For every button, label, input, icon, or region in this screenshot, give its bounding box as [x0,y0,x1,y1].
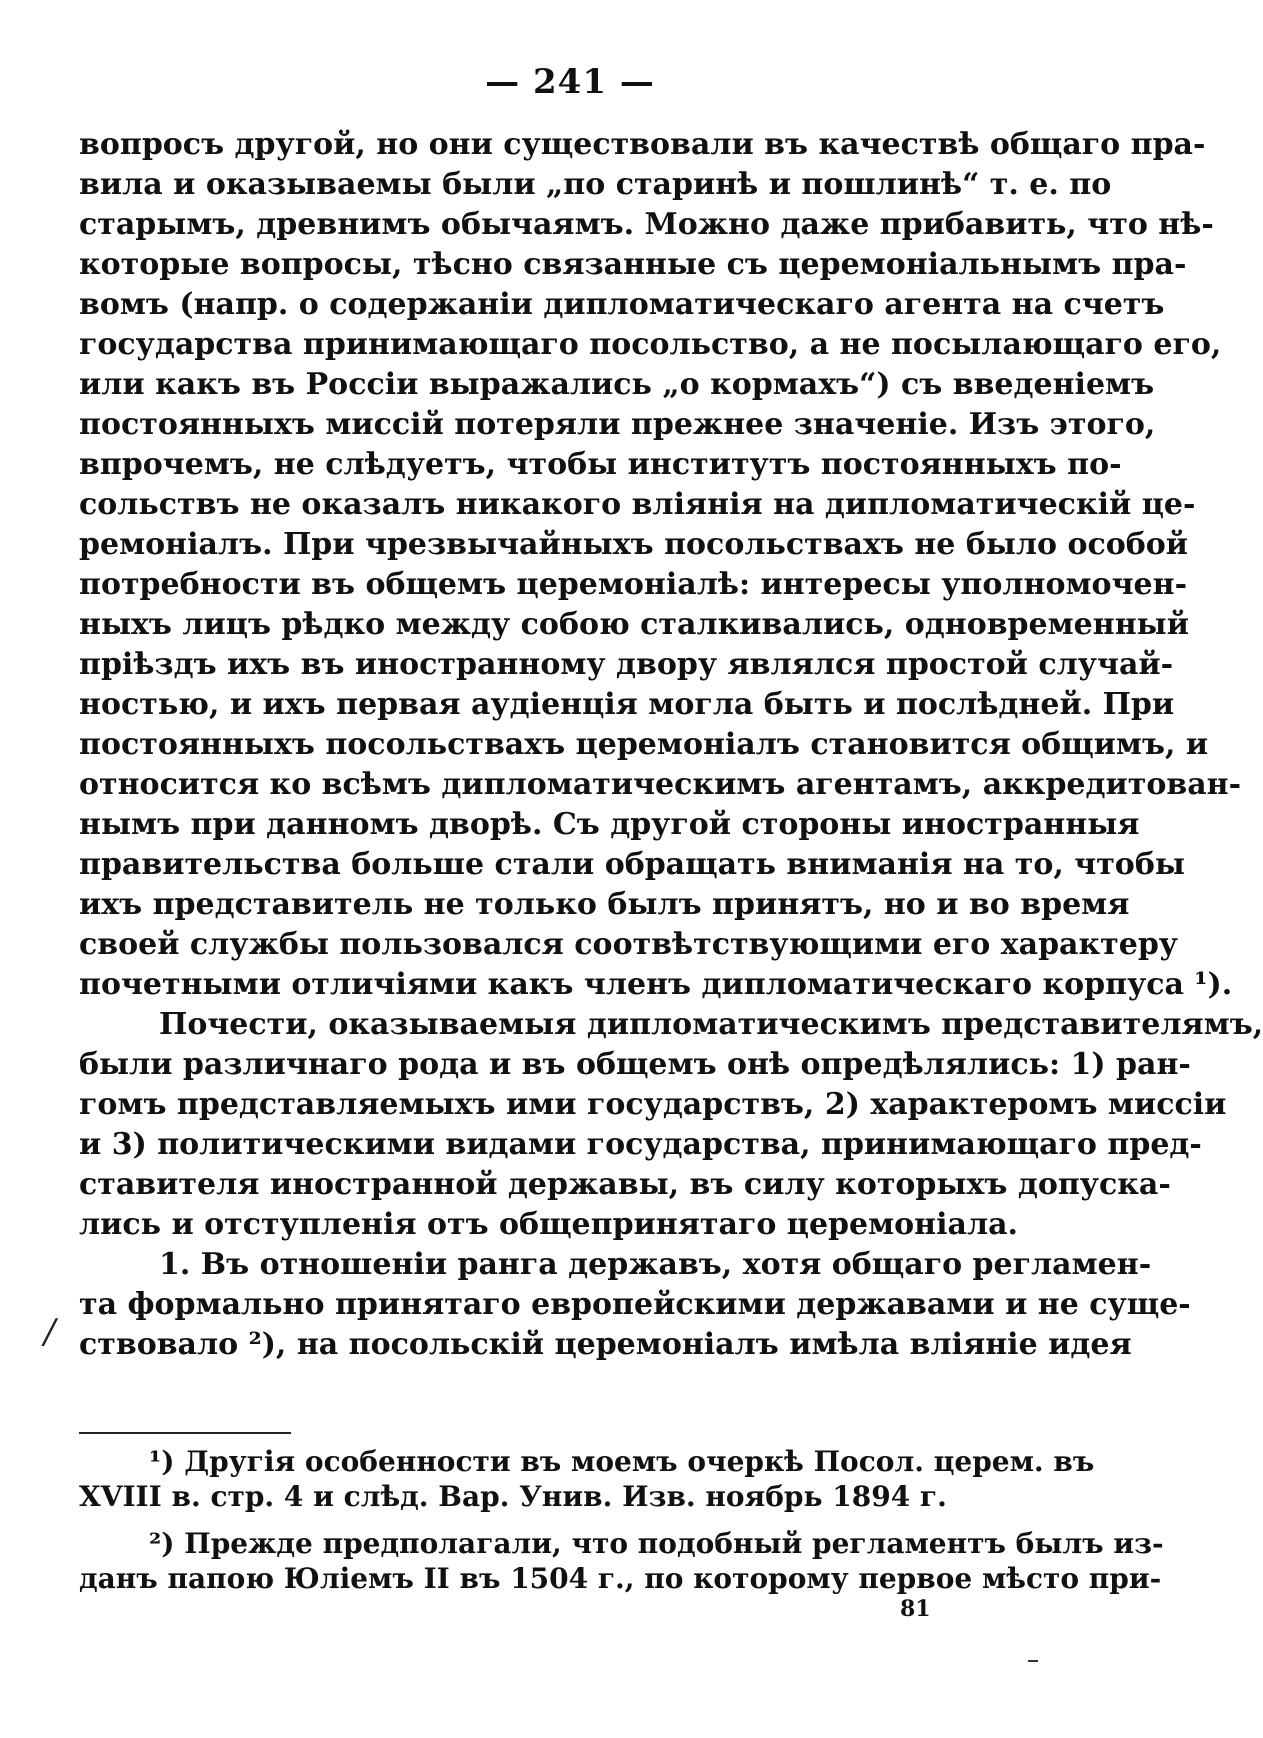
text-line: ремоніалъ. При чрезвычайныхъ посольствахъ не было особой [79,527,1189,562]
footnote-line: XVIII в. стр. 4 и слѣд. Вар. Унив. Изв. ноябрь 1894 г. [79,1480,947,1513]
paragraph-first-line: Почести, оказываемыя дипломатическимъ представителямъ, [159,1007,1263,1042]
footnote-line: данъ папою Юліемъ II въ 1504 г., по которому первое мѣсто при- [79,1562,1162,1595]
text-line: лись и отступленія отъ общепринятаго церемоніала. [79,1207,1018,1242]
footnote-line: ¹) Другія особенности въ моемъ очеркѣ Посол. церем. въ [149,1445,1095,1478]
text-line: та формально принятаго европейскими державами и не суще- [79,1287,1191,1322]
footnote-line: ²) Прежде предполагали, что подобный регламентъ былъ из- [149,1527,1164,1560]
text-line: пріѣздъ ихъ въ иностранному двору являлся простой случай- [79,647,1174,682]
text-line: вомъ (напр. о содержаніи дипломатическаго агента на счетъ [79,287,1165,322]
text-line: потребности въ общемъ церемоніалѣ: интересы уполномочен- [79,567,1188,602]
main-text [79,125,1263,1365]
text-line: постоянныхъ посольствахъ церемоніалъ становится общимъ, и [79,727,1209,762]
text-line: и 3) политическими видами государства, принимающаго пред- [79,1127,1202,1162]
paragraph-first-line: 1. Въ отношеніи ранга державъ, хотя общаго регламен- [159,1247,1152,1282]
margin-annotation-mark: / [44,1312,56,1352]
text-line: впрочемъ, не слѣдуетъ, чтобы институтъ постоянныхъ по- [79,447,1122,482]
text-line: которые вопросы, тѣсно связанные съ церемоніальнымъ пра- [79,247,1187,282]
page-number: — 241 — [485,62,655,102]
text-line: были различнаго рода и въ общемъ онѣ опредѣлялись: 1) ран- [79,1047,1191,1082]
footnotes [79,1444,1164,1596]
text-line: гомъ представляемыхъ ими государствъ, 2) характеромъ миссіи [79,1087,1227,1122]
text-line: относится ко всѣмъ дипломатическимъ агентамъ, аккредитован- [79,767,1242,802]
text-line: своей службы пользовался соотвѣтствующими его характеру [79,927,1179,962]
text-line: ныхъ лицъ рѣдко между собою сталкивались, одновременный [79,607,1189,642]
text-line: старымъ, древнимъ обычаямъ. Можно даже прибавить, что нѣ- [79,207,1214,242]
text-line: ствовало ²), на посольскій церемоніалъ имѣла вліяніе идея [79,1327,1132,1362]
printer-signature-mark: 81 [900,1596,931,1622]
stray-ink-mark [1028,1660,1038,1662]
text-line: сольствъ не оказалъ никакого вліянія на дипломатическій це- [79,487,1196,522]
text-line: нымъ при данномъ дворѣ. Съ другой стороны иностранныя [79,807,1140,842]
text-line: почетными отличіями какъ членъ дипломатическаго корпуса ¹). [79,967,1233,1002]
text-line: ставителя иностранной державы, въ силу которыхъ допуска- [79,1167,1171,1202]
footnote-divider [79,1432,291,1434]
text-line: постоянныхъ миссій потеряли прежнее значеніе. Изъ этого, [79,407,1156,442]
text-line: или какъ въ Россіи выражались „о кормахъ“) съ введеніемъ [79,367,1155,402]
text-line: ихъ представитель не только былъ принятъ, но и во время [79,887,1130,922]
text-line: ностью, и ихъ первая аудіенція могла быть и послѣдней. При [79,687,1175,722]
text-line: государства принимающаго посольство, а не посылающаго его, [79,327,1222,362]
footnote-gap [79,1514,1009,1526]
text-line: вила и оказываемы были „по старинѣ и пошлинѣ“ т. е. по [79,167,1112,202]
text-line: вопросъ другой, но они существовали въ качествѣ общаго пра- [79,127,1206,162]
text-line: правительства больше стали обращать вниманія на то, чтобы [79,847,1185,882]
